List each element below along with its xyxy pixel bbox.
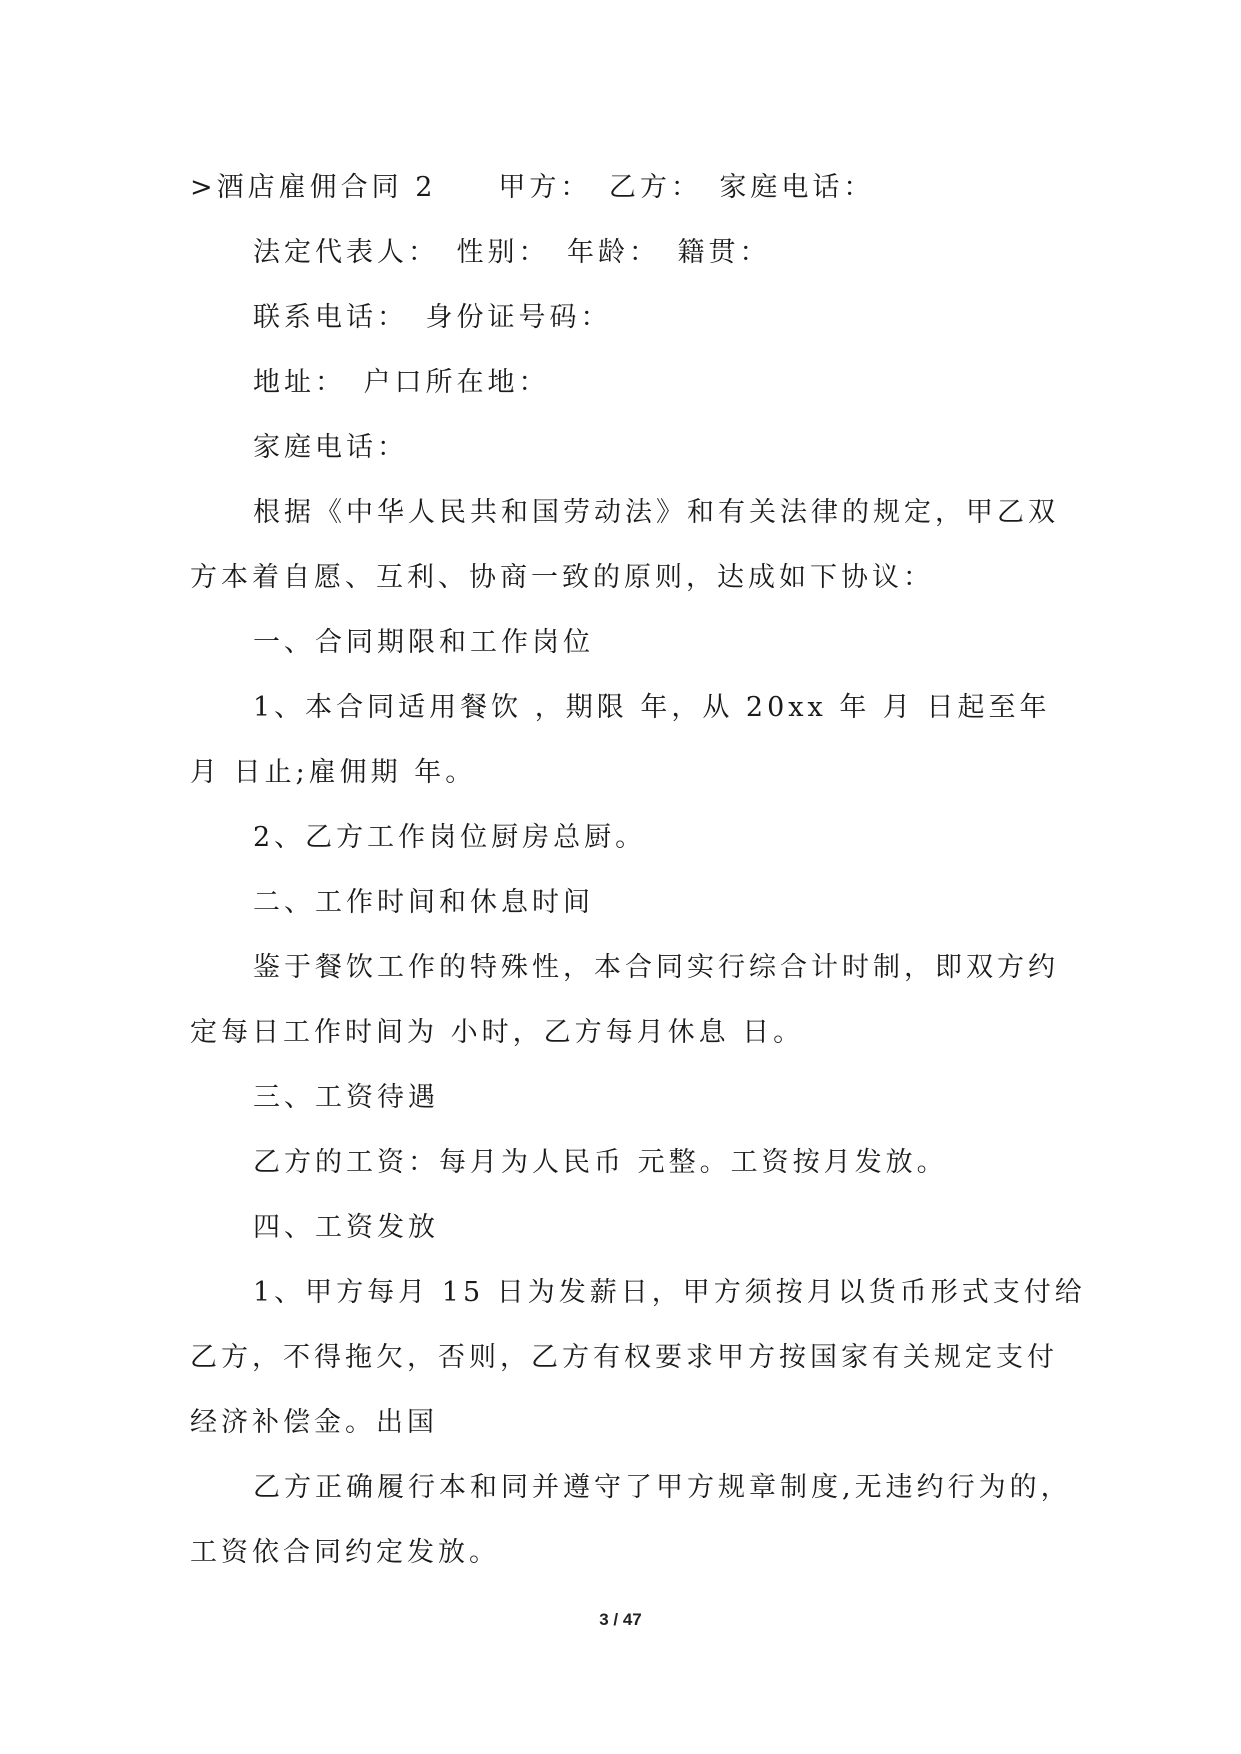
text-line: 月 日止;雇佣期 年。 <box>190 757 477 788</box>
text-line: 四、工资发放 <box>253 1212 439 1243</box>
text-line: 经济补偿金。出国 <box>190 1407 438 1438</box>
text-line: 根据《中华人民共和国劳动法》和有关法律的规定，甲乙双 <box>253 497 1059 528</box>
text-line: 1、本合同适用餐饮 ，期限 年，从 20xx 年 月 日起至年 <box>253 692 1051 723</box>
text-line: 联系电话： 身份证号码： <box>253 302 612 333</box>
text-line: 二、工作时间和休息时间 <box>253 887 594 918</box>
text-line: 2、乙方工作岗位厨房总厨。 <box>253 822 647 853</box>
document-body <box>190 155 1086 1585</box>
text-line: 三、工资待遇 <box>253 1082 439 1113</box>
text-line: 乙方的工资：每月为人民币 元整。工资按月发放。 <box>253 1147 948 1178</box>
text-line: 法定代表人： 性别： 年龄： 籍贯： <box>253 237 771 268</box>
page-number: 3 / 47 <box>599 1610 642 1629</box>
text-line: 地址： 户口所在地： <box>253 367 550 398</box>
text-line: 方本着自愿、互利、协商一致的原则，达成如下协议： <box>190 562 934 593</box>
text-line: >酒店雇佣合同 2 甲方： 乙方： 家庭电话： <box>190 172 875 203</box>
text-line: 乙方，不得拖欠，否则，乙方有权要求甲方按国家有关规定支付 <box>190 1342 1058 1373</box>
text-line: 一、合同期限和工作岗位 <box>253 627 594 658</box>
text-line: 工资依合同约定发放。 <box>190 1537 500 1568</box>
text-line: 乙方正确履行本和同并遵守了甲方规章制度,无违约行为的， <box>253 1472 1072 1503</box>
text-line: 1、甲方每月 15 日为发薪日，甲方须按月以货币形式支付给 <box>253 1277 1086 1308</box>
text-line: 定每日工作时间为 小时，乙方每月休息 日。 <box>190 1017 805 1048</box>
text-line: 家庭电话： <box>253 432 408 463</box>
text-line: 鉴于餐饮工作的特殊性，本合同实行综合计时制，即双方约 <box>253 952 1059 983</box>
